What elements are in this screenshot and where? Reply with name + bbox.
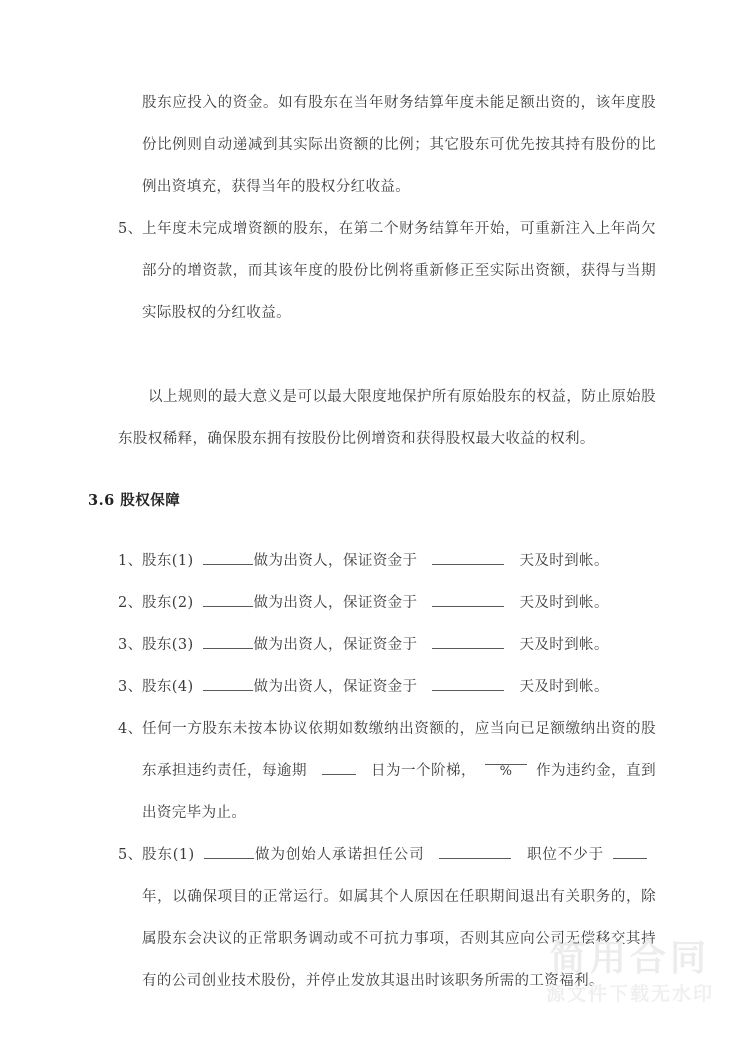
shareholder-mid-text: 做为出资人，保证资金于	[253, 595, 418, 611]
shareholder-row	[88, 666, 656, 708]
days-blank[interactable]	[432, 676, 504, 692]
clause-marker: 3、	[118, 679, 143, 695]
clause-marker: 2、	[118, 595, 143, 611]
shareholder-row	[88, 624, 656, 666]
clause-item-penalty	[88, 708, 656, 834]
days-blank[interactable]	[432, 592, 504, 608]
clause-marker: 5、	[118, 221, 143, 237]
heading-spacer-bottom	[88, 522, 656, 540]
founder-label: 股东(1)	[142, 847, 195, 863]
founder-text-part1: 做为创始人承诺担任公司	[254, 847, 425, 863]
clause-marker: 1、	[118, 553, 143, 569]
days-blank[interactable]	[432, 550, 504, 566]
days-blank[interactable]	[432, 634, 504, 650]
clause-item-founder	[88, 834, 656, 1002]
clause-marker: 4、	[118, 721, 143, 737]
paragraph-spacer	[88, 334, 656, 376]
shareholder-label: 股东(2)	[142, 595, 194, 611]
shareholder-name-blank[interactable]	[203, 634, 253, 650]
shareholder-row	[88, 540, 656, 582]
shareholder-name-blank[interactable]	[203, 592, 253, 608]
shareholder-tail-text: 天及时到帐。	[519, 553, 609, 569]
shareholder-tail-text: 天及时到帐。	[519, 595, 609, 611]
penalty-percent-blank[interactable]: %	[485, 751, 527, 765]
years-blank[interactable]	[613, 844, 647, 860]
shareholder-tail-text: 天及时到帐。	[519, 637, 609, 653]
section-heading: 3.6 股权保障	[88, 492, 181, 509]
penalty-text-part2: 日为一个阶梯，	[370, 763, 477, 779]
shareholder-label: 股东(3)	[142, 637, 194, 653]
overdue-days-blank[interactable]	[322, 760, 356, 776]
clause-marker: 5、	[118, 847, 143, 863]
paragraph-carryover: 股东应投入的资金。如有股东在当年财务结算年度未能足额出资的，该年度股份比例则自动递减到其实际出资额的比例；其它股东可优先按其持有股份的比例出资填充，获得当年的股权分红收益。	[142, 95, 656, 195]
shareholder-label: 股东(4)	[142, 679, 194, 695]
watermark-subtitle: 源文件下载无水印	[545, 983, 714, 1005]
shareholder-row	[88, 582, 656, 624]
clause-item-5	[88, 208, 656, 334]
shareholder-mid-text: 做为出资人，保证资金于	[253, 637, 418, 653]
shareholder-mid-text: 做为出资人，保证资金于	[253, 679, 418, 695]
founder-name-blank[interactable]	[204, 844, 254, 860]
penalty-text-part1: 任何一方股东未按本协议依期如数缴纳出资额的，应当向已足额缴纳出资的股东承担违约责任，每逾期	[142, 721, 656, 779]
penalty-text-part3: 作为违约金，直到出资完毕为止。	[142, 763, 656, 821]
shareholder-label: 股东(1)	[142, 553, 194, 569]
paragraph-summary: 以上规则的最大意义是可以最大限度地保护所有原始股东的权益，防止原始股东股权稀释，确保股东拥有按股份比例增资和获得股权最大收益的权利。	[118, 389, 656, 447]
document-body	[88, 82, 656, 1002]
shareholder-name-blank[interactable]	[203, 676, 253, 692]
founder-text-part2: 职位不少于	[526, 847, 604, 863]
position-blank[interactable]	[439, 844, 511, 860]
founder-text-part3: 年，以确保项目的正常运行。如属其个人原因在任职期间退出有关职务的，除属股东会决议的正常职务调动或不可抗力事项，否则其应向公司无偿移交其持有的公司创业技术股份，并停止发放其退出时该职务所需的工资福利。	[142, 889, 656, 989]
clause-text: 上年度未完成增资额的股东，在第二个财务结算年开始，可重新注入上年尚欠部分的增资款，而其该年度的股份比例将重新修正至实际出资额，获得与当期实际股权的分红收益。	[142, 221, 656, 321]
watermark-brand: 简用合同	[549, 938, 710, 979]
heading-spacer-top	[88, 460, 656, 480]
shareholder-mid-text: 做为出资人，保证资金于	[253, 553, 418, 569]
shareholder-name-blank[interactable]	[203, 550, 253, 566]
clause-marker: 3、	[118, 637, 143, 653]
shareholder-tail-text: 天及时到帐。	[519, 679, 609, 695]
